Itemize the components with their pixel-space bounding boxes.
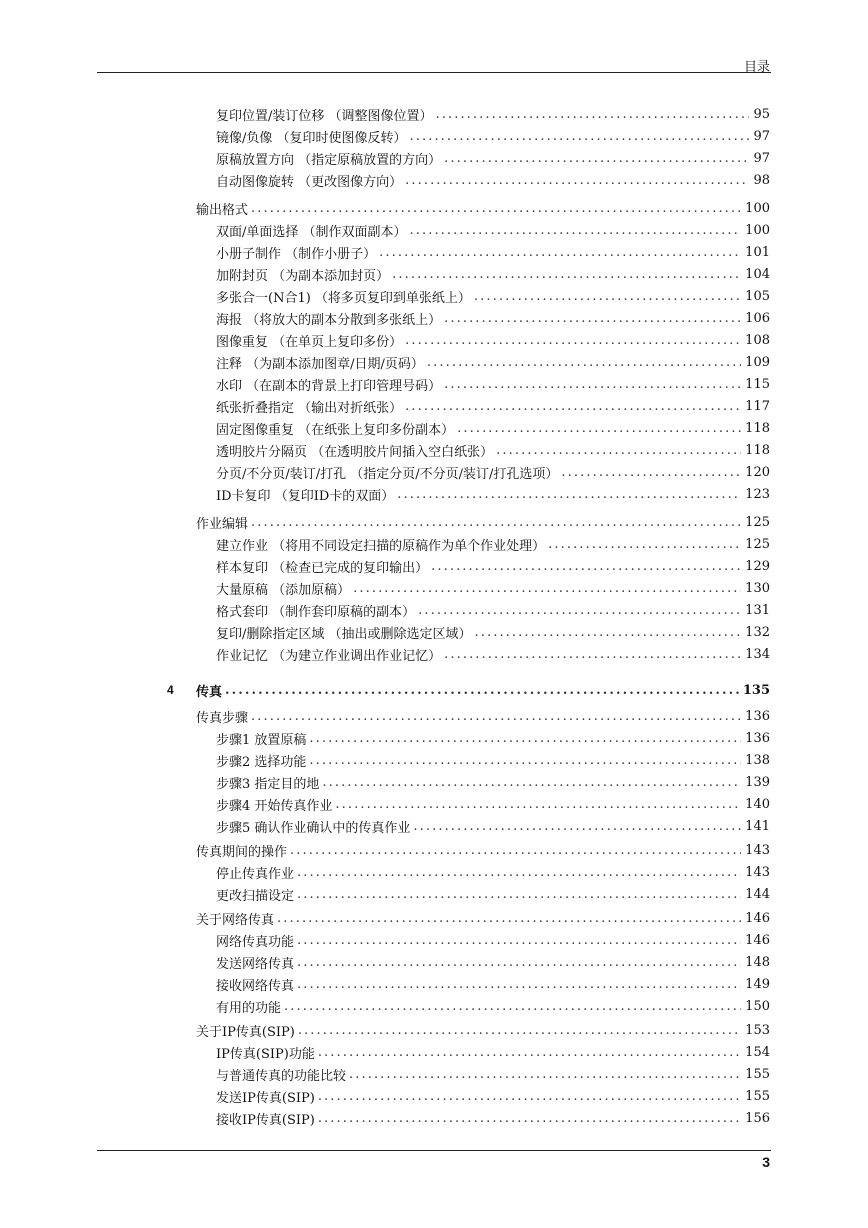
toc-entry-title: 样本复印 （检查已完成的复印输出）	[216, 560, 429, 576]
toc-subsection[interactable]	[216, 728, 770, 748]
toc-subsection[interactable]	[216, 440, 770, 460]
dot-leader	[444, 647, 741, 662]
dot-leader	[318, 1111, 741, 1126]
toc-subsection[interactable]	[216, 884, 770, 904]
toc-entry-title: 传真步骤	[196, 710, 249, 726]
page-header-title: 目录	[743, 60, 770, 75]
toc-entry-title: 水印 （在副本的背景上打印管理号码）	[216, 378, 442, 394]
dot-leader	[444, 377, 741, 392]
toc-section[interactable]	[196, 840, 770, 860]
toc-entry-page: 155	[745, 1088, 770, 1104]
toc-entry-page: 130	[745, 580, 770, 596]
toc-entry-title: 双面/单面选择 （制作双面副本）	[216, 224, 407, 240]
toc-subsection[interactable]	[216, 952, 770, 972]
dot-leader	[379, 245, 741, 260]
toc-subsection[interactable]	[216, 396, 770, 416]
toc-entry-page: 100	[745, 222, 770, 238]
toc-entry-title: 步骤3 指定目的地	[216, 776, 320, 792]
toc-subsection[interactable]	[216, 556, 770, 576]
dot-leader	[475, 625, 742, 640]
toc-entry-page: 139	[745, 774, 770, 790]
toc-entry-title: 输出格式	[196, 202, 249, 218]
dot-leader	[284, 999, 741, 1014]
toc-entry-page: 146	[745, 910, 770, 926]
toc-entry-title: 步骤1 放置原稿	[216, 732, 307, 748]
toc-entry-page: 118	[745, 442, 770, 458]
toc-entry-page: 143	[745, 842, 770, 858]
toc-entry-page: 98	[753, 172, 770, 188]
toc-subsection[interactable]	[216, 622, 770, 642]
toc-entry-title: 小册子制作 （制作小册子）	[216, 246, 377, 262]
toc-section[interactable]	[196, 908, 770, 928]
toc-subsection[interactable]	[216, 374, 770, 394]
dot-leader	[418, 603, 741, 618]
toc-entry-title: 镜像/负像 （复印时使图像反转）	[216, 130, 407, 146]
toc-subsection[interactable]	[216, 1042, 770, 1062]
toc-entry-page: 104	[745, 266, 770, 282]
dot-leader	[436, 107, 750, 122]
dot-leader	[444, 311, 741, 326]
toc-entry-title: 复印位置/装订位移 （调整图像位置）	[216, 108, 433, 124]
toc-entry-title: 加附封页 （为副本添加封页）	[216, 268, 390, 284]
toc-entry-title: 与普通传真的功能比较	[216, 1068, 347, 1084]
toc-entry-title: 作业编辑	[196, 516, 249, 532]
toc-section[interactable]	[196, 198, 770, 218]
toc-entry-page: 146	[745, 932, 770, 948]
toc-subsection[interactable]	[216, 1108, 770, 1128]
toc-entry-title: 原稿放置方向 （指定原稿放置的方向）	[216, 152, 442, 168]
toc-subsection[interactable]	[216, 644, 770, 664]
toc-section[interactable]	[196, 512, 770, 532]
toc-entry-title: 作业记忆 （为建立作业调出作业记忆）	[216, 648, 442, 664]
toc-subsection[interactable]	[216, 418, 770, 438]
toc-subsection[interactable]	[216, 126, 770, 146]
toc-entry-page: 144	[745, 886, 770, 902]
dot-leader	[413, 819, 741, 834]
toc-section[interactable]	[196, 1020, 770, 1040]
toc-subsection[interactable]	[216, 264, 770, 284]
toc-entry-page: 141	[745, 818, 770, 834]
toc-entry-page: 129	[745, 558, 770, 574]
toc-entry-page: 97	[753, 128, 770, 144]
dot-leader	[548, 537, 741, 552]
toc-entry-title: 纸张折叠指定 （输出对折纸张）	[216, 400, 403, 416]
toc-entry-title: 传真期间的操作	[196, 844, 288, 860]
toc-subsection[interactable]	[216, 286, 770, 306]
toc-entry-page: 131	[745, 602, 770, 618]
dot-leader	[309, 753, 741, 768]
toc-entry-page: 148	[745, 954, 770, 970]
toc-entry-page: 97	[753, 150, 770, 166]
toc-subsection[interactable]	[216, 330, 770, 350]
dot-leader	[277, 911, 741, 926]
toc-subsection[interactable]	[216, 772, 770, 792]
toc-entry-page: 125	[745, 514, 770, 530]
toc-entry-title: 格式套印 （制作套印原稿的副本）	[216, 604, 416, 620]
toc-subsection[interactable]	[216, 816, 770, 836]
dot-leader	[318, 1089, 741, 1104]
toc-entry-title: 分页/不分页/装订/打孔 （指定分页/不分页/装订/打孔选项）	[216, 466, 559, 482]
toc-entry-title: 大量原稿 （添加原稿）	[216, 582, 351, 598]
dot-leader	[431, 559, 741, 574]
dot-leader	[392, 267, 741, 282]
toc-entry-page: 135	[742, 682, 770, 698]
dot-leader	[251, 709, 741, 724]
dot-leader	[405, 399, 741, 414]
dot-leader	[298, 1023, 741, 1038]
toc-entry-page: 156	[745, 1110, 770, 1126]
toc-entry-title: 图像重复 （在单页上复印多份）	[216, 334, 403, 350]
toc-chapter-number: 4	[167, 683, 174, 697]
dot-leader	[225, 683, 739, 698]
dot-leader	[251, 201, 741, 216]
toc-entry-page: 138	[745, 752, 770, 768]
toc-entry-title: 有用的功能	[216, 1000, 282, 1016]
dot-leader	[251, 515, 741, 530]
toc-entry-page: 125	[745, 536, 770, 552]
toc-subsection[interactable]	[216, 1086, 770, 1106]
toc-subsection[interactable]	[216, 462, 770, 482]
toc-entry-title: 停止传真作业	[216, 866, 295, 882]
toc-entry-title: 自动图像旋转 （更改图像方向）	[216, 174, 403, 190]
toc-entry-page: 134	[745, 646, 770, 662]
toc-entry-title: 步骤4 开始传真作业	[216, 798, 333, 814]
toc-entry-page: 143	[745, 864, 770, 880]
footer-divider	[97, 1150, 771, 1151]
dot-leader	[410, 223, 742, 238]
toc-entry-title: 接收网络传真	[216, 978, 295, 994]
toc-subsection[interactable]	[216, 974, 770, 994]
toc-entry-page: 149	[745, 976, 770, 992]
toc-chapter[interactable]	[167, 680, 770, 700]
toc-entry-page: 155	[745, 1066, 770, 1082]
toc-entry-title: 多张合一(N合1) （将多页复印到单张纸上）	[216, 290, 471, 306]
toc-entry-title: 步骤2 选择功能	[216, 754, 307, 770]
toc-entry-title: 海报 （将放大的副本分散到多张纸上）	[216, 312, 442, 328]
toc-subsection[interactable]	[216, 862, 770, 882]
toc-entry-title: 复印/删除指定区域 （抽出或删除选定区域）	[216, 626, 472, 642]
toc-subsection[interactable]	[216, 308, 770, 328]
toc-entry-page: 109	[745, 354, 770, 370]
toc-subsection[interactable]	[216, 750, 770, 770]
dot-leader	[410, 129, 750, 144]
dot-leader	[405, 333, 741, 348]
toc-entry-title: 透明胶片分隔页 （在透明胶片间插入空白纸张）	[216, 444, 494, 460]
page-number: 3	[762, 1154, 770, 1170]
toc-entry-page: 136	[745, 708, 770, 724]
dot-leader	[444, 151, 749, 166]
toc-subsection[interactable]	[216, 148, 770, 168]
toc-entry-title: 接收IP传真(SIP)	[216, 1112, 315, 1128]
dot-leader	[297, 955, 741, 970]
dot-leader	[335, 797, 741, 812]
toc-entry-title: 网络传真功能	[216, 934, 295, 950]
toc-entry-page: 153	[745, 1022, 770, 1038]
toc-entry-page: 154	[745, 1044, 770, 1060]
toc-entry-page: 95	[753, 106, 770, 122]
toc-entry-title: 关于网络传真	[196, 912, 275, 928]
toc-subsection[interactable]	[216, 220, 770, 240]
dot-leader	[474, 289, 741, 304]
toc-entry-title: 固定图像重复 （在纸张上复印多份副本）	[216, 422, 455, 438]
dot-leader	[405, 173, 749, 188]
dot-leader	[353, 581, 741, 596]
toc-entry-title: 传真	[196, 684, 223, 700]
toc-entry-page: 108	[745, 332, 770, 348]
dot-leader	[322, 775, 741, 790]
toc-subsection[interactable]	[216, 170, 770, 190]
toc-entry-page: 118	[745, 420, 770, 436]
toc-entry-title: 注释 （为副本添加图章/日期/页码）	[216, 356, 424, 372]
toc-entry-page: 123	[745, 486, 770, 502]
toc-entry-page: 100	[745, 200, 770, 216]
toc-subsection[interactable]	[216, 600, 770, 620]
dot-leader	[397, 487, 741, 502]
toc-subsection[interactable]	[216, 534, 770, 554]
dot-leader	[297, 865, 741, 880]
toc-entry-page: 150	[745, 998, 770, 1014]
toc-entry-title: ID卡复印 （复印ID卡的双面）	[216, 488, 395, 504]
toc-entry-title: IP传真(SIP)功能	[216, 1046, 315, 1062]
toc-entry-page: 106	[745, 310, 770, 326]
dot-leader	[561, 465, 741, 480]
dot-leader	[297, 977, 741, 992]
toc-subsection[interactable]	[216, 996, 770, 1016]
dot-leader	[297, 933, 741, 948]
toc-subsection[interactable]	[216, 484, 770, 504]
toc-entry-title: 关于IP传真(SIP)	[196, 1024, 295, 1040]
toc-entry-page: 120	[745, 464, 770, 480]
toc-entry-page: 132	[745, 624, 770, 640]
toc-entry-page: 136	[745, 730, 770, 746]
toc-subsection[interactable]	[216, 352, 770, 372]
dot-leader	[496, 443, 741, 458]
dot-leader	[349, 1067, 741, 1082]
toc-entry-title: 发送IP传真(SIP)	[216, 1090, 315, 1106]
toc-entry-page: 105	[745, 288, 770, 304]
toc-entry-title: 建立作业 （将用不同设定扫描的原稿作为单个作业处理）	[216, 538, 546, 554]
toc-entry-page: 115	[745, 376, 770, 392]
toc-subsection[interactable]	[216, 242, 770, 262]
dot-leader	[290, 843, 741, 858]
toc-entry-page: 101	[745, 244, 770, 260]
toc-section[interactable]	[196, 706, 770, 726]
toc-entry-page: 117	[745, 398, 770, 414]
toc-subsection[interactable]	[216, 104, 770, 124]
toc-subsection[interactable]	[216, 930, 770, 950]
toc-subsection[interactable]	[216, 1064, 770, 1084]
dot-leader	[309, 731, 741, 746]
dot-leader	[457, 421, 741, 436]
toc-entry-title: 步骤5 确认作业确认中的传真作业	[216, 820, 411, 836]
dot-leader	[427, 355, 741, 370]
toc-subsection[interactable]	[216, 794, 770, 814]
toc-entry-title: 更改扫描设定	[216, 888, 295, 904]
dot-leader	[297, 887, 741, 902]
toc-entry-page: 140	[745, 796, 770, 812]
dot-leader	[318, 1045, 741, 1060]
toc-entry-title: 发送网络传真	[216, 956, 295, 972]
toc-subsection[interactable]	[216, 578, 770, 598]
